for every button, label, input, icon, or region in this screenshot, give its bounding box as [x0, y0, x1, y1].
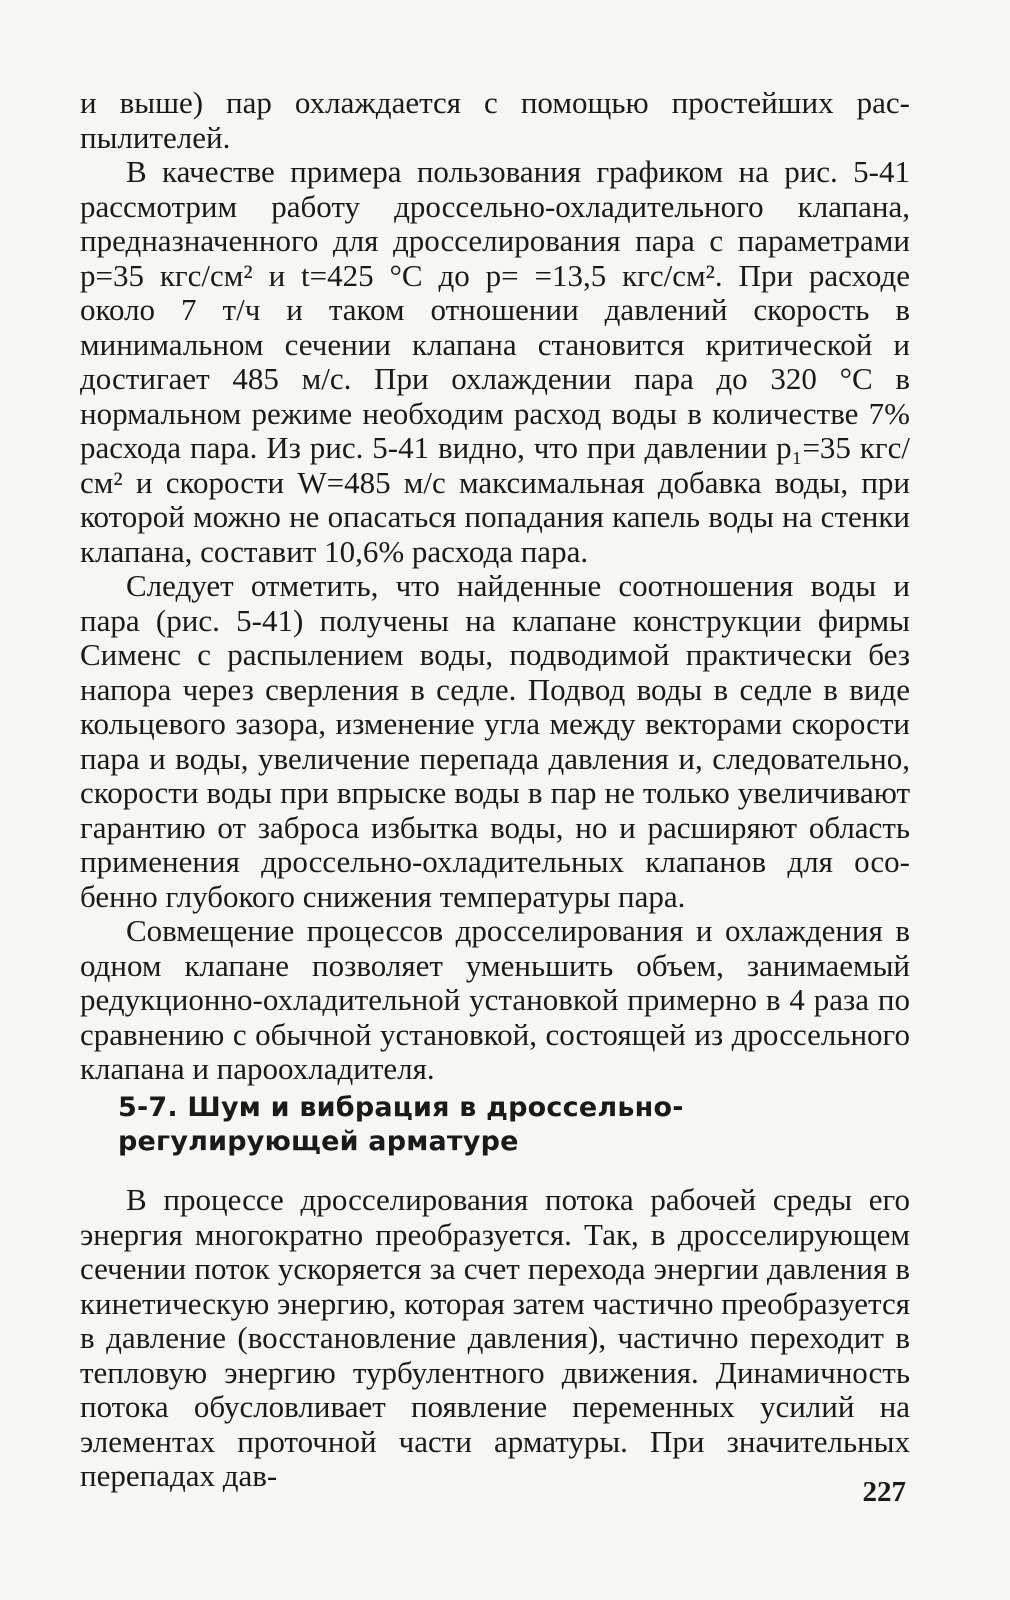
paragraph-throttling: В процессе дросселирования потока рабочей среды его энергия многократно преобразуется. Так, в дросселирующем сечении поток ускоряется за счет перехода энергии давления в кинетическую энергию, которая затем частично преобразуется в давление (восстановление давления), частично переходит в тепловую энергию турбулентного движения. Динамичность потока обусловливает появление переменных усилий на элементах проточной части арматуры. При значительных перепадах дав- [80, 1182, 910, 1493]
page-number: 227 [862, 1476, 906, 1508]
text-block-bottom [80, 1183, 910, 1494]
text-block-top [80, 86, 910, 1087]
paragraph-continuation: и выше) пар охлаждается с помощью простейших распылителей. [80, 85, 910, 155]
paragraph-combination: Совмещение процессов дросселирования и охлаждения в одном клапане позволяет уменьшить объем, занимаемый редукционно-охладительной установкой примерно в 4 раза по сравнению с обычной установкой, состоящей из дроссельного клапана и пароохладителя. [80, 913, 910, 1086]
paragraph-example: В качестве примера пользования графиком на рис. 5-41 рассмотрим работу дроссельно-охладительного клапана, предназначенного для дросселирования пара с параметрами p=35 кгс/см² и t=425 °C до p= =13,5 кгс/см². При расходе около 7 т/ч и таком отношении давлений скорость в минимальном сечении клапана становится критической и достигает 485 м/с. При охлаждении пара до 320 °C в нормальном режиме необходим расход воды в количестве 7% расхода пара. Из рис. 5-41 видно, что при давлении p₁=35 кгс/см² и скорости W=485 м/с максимальная добавка воды, при которой можно не опасаться попадания капель воды на стенки клапана, составит 10,6% расхода пара. [80, 154, 910, 569]
section-heading: 5-7. Шум и вибрация в дроссельно-регулирующей арматуре [118, 1092, 684, 1157]
paragraph-note: Следует отметить, что найденные соотношения воды и пара (рис. 5-41) получены на клапане конструкции фирмы Сименс с распылением воды, подводимой практически без напора через сверления в седле. Подвод воды в седле в виде кольцевого зазора, изменение угла между векторами скорости пара и воды, увеличение перепада давления и, следовательно, скорости воды при впрыске воды в пар не только увеличивают гарантию от заброса избытка воды, но и расширяют область применения дроссельно-охладительных клапанов для особенно глубокого снижения температуры пара. [80, 568, 910, 914]
